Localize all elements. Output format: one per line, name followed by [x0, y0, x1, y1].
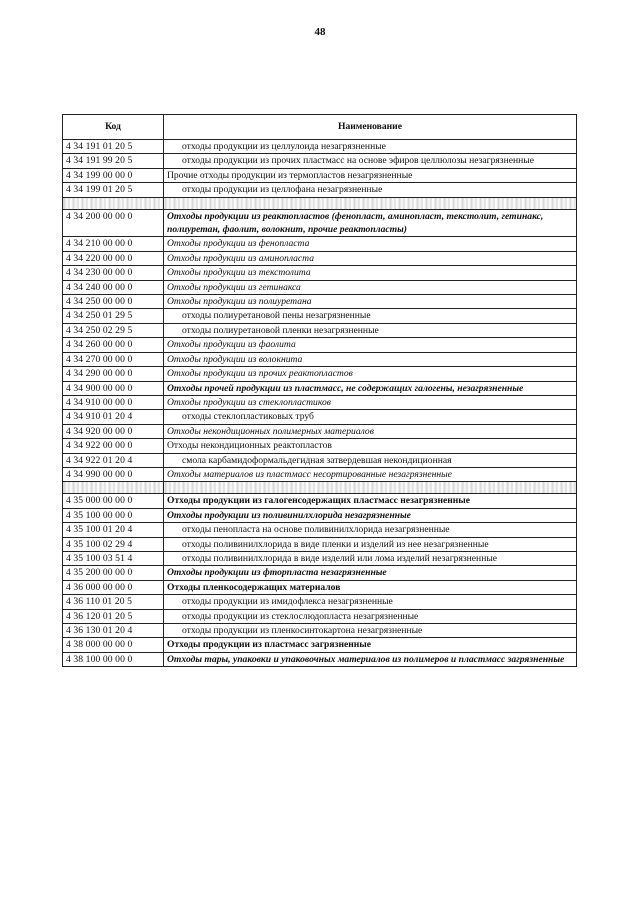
separator-row [63, 197, 577, 209]
table-row [63, 209, 577, 237]
table-row [63, 551, 577, 565]
table-row [63, 424, 577, 438]
name-cell: Отходы продукции из текстолита [164, 266, 577, 280]
table-row [63, 168, 577, 182]
code-cell: 4 34 199 01 20 5 [63, 183, 164, 197]
code-cell: 4 34 290 00 00 0 [63, 367, 164, 381]
table-row [63, 537, 577, 551]
code-cell: 4 36 120 01 20 5 [63, 609, 164, 623]
table-row [63, 266, 577, 280]
table-row [63, 439, 577, 453]
table-row [63, 453, 577, 467]
name-cell: Отходы некондиционных полимерных материалов [164, 424, 577, 438]
name-cell: отходы продукции из стеклослюдопласта незагрязненные [164, 609, 577, 623]
table-row [63, 638, 577, 652]
code-cell: 4 35 000 00 00 0 [63, 494, 164, 508]
table-row [63, 280, 577, 294]
header-name: Наименование [164, 115, 577, 140]
code-cell: 4 34 230 00 00 0 [63, 266, 164, 280]
code-cell: 4 34 270 00 00 0 [63, 352, 164, 366]
name-cell: отходы стеклопластиковых труб [164, 410, 577, 424]
table-row [63, 523, 577, 537]
code-cell: 4 34 260 00 00 0 [63, 338, 164, 352]
name-cell: отходы полиуретановой пены незагрязненные [164, 309, 577, 323]
code-cell: 4 35 100 02 29 4 [63, 537, 164, 551]
name-cell: отходы продукции из целлулоида незагрязненные [164, 140, 577, 154]
name-cell: отходы продукции из имидофлекса незагрязненные [164, 595, 577, 609]
code-cell: 4 34 191 01 20 5 [63, 140, 164, 154]
code-cell: 4 36 000 00 00 0 [63, 580, 164, 594]
code-cell: 4 34 250 01 29 5 [63, 309, 164, 323]
code-cell: 4 34 920 00 00 0 [63, 424, 164, 438]
table-row [63, 410, 577, 424]
name-cell: Отходы продукции из реактопластов (фенопласт, аминопласт, текстолит, гетинакс, полиуретан, фаолит, волокнит, прочие реактопласты) [164, 209, 577, 237]
name-cell [164, 197, 577, 209]
name-cell: Отходы продукции из аминопласта [164, 251, 577, 265]
name-cell: отходы продукции из прочих пластмасс на основе эфиров целлюлозы незагрязненные [164, 154, 577, 168]
table-body [63, 140, 577, 667]
code-cell: 4 34 240 00 00 0 [63, 280, 164, 294]
code-cell [63, 197, 164, 209]
name-cell: отходы полиуретановой пленки незагрязненные [164, 323, 577, 337]
table-row [63, 295, 577, 309]
name-cell: Отходы материалов из пластмасс несортированные незагрязненные [164, 467, 577, 481]
table-row [63, 338, 577, 352]
code-cell [63, 482, 164, 494]
name-cell: Отходы некондиционных реактопластов [164, 439, 577, 453]
name-cell: Отходы тары, упаковки и упаковочных материалов из полимеров и пластмасс загрязненные [164, 652, 577, 666]
name-cell: смола карбамидоформальдегидная затвердевшая некондиционная [164, 453, 577, 467]
code-cell: 4 34 990 00 00 0 [63, 467, 164, 481]
name-cell: Отходы продукции из волокнита [164, 352, 577, 366]
code-cell: 4 35 200 00 00 0 [63, 566, 164, 580]
name-cell: Отходы пленкосодержащих материалов [164, 580, 577, 594]
name-cell: отходы поливинилхлорида в виде изделий или лома изделий незагрязненные [164, 551, 577, 565]
code-cell: 4 35 100 03 51 4 [63, 551, 164, 565]
code-cell: 4 34 220 00 00 0 [63, 251, 164, 265]
table-row [63, 140, 577, 154]
code-cell: 4 35 100 01 20 4 [63, 523, 164, 537]
code-cell: 4 34 900 00 00 0 [63, 381, 164, 395]
table-row [63, 395, 577, 409]
code-cell: 4 36 110 01 20 5 [63, 595, 164, 609]
header-code: Код [63, 115, 164, 140]
table-row [63, 323, 577, 337]
table-row [63, 624, 577, 638]
name-cell [164, 482, 577, 494]
code-cell: 4 34 250 02 29 5 [63, 323, 164, 337]
table-row [63, 154, 577, 168]
code-cell: 4 38 000 00 00 0 [63, 638, 164, 652]
table-row [63, 467, 577, 481]
name-cell: Отходы продукции из прочих реактопластов [164, 367, 577, 381]
code-cell: 4 34 199 00 00 0 [63, 168, 164, 182]
table-row [63, 251, 577, 265]
table-row [63, 183, 577, 197]
code-cell: 4 34 922 01 20 4 [63, 453, 164, 467]
name-cell: Отходы продукции из галогенсодержащих пластмасс незагрязненные [164, 494, 577, 508]
name-cell: Отходы продукции из фенопласта [164, 237, 577, 251]
code-cell: 4 34 910 01 20 4 [63, 410, 164, 424]
table-row [63, 652, 577, 666]
waste-classification-table [62, 114, 577, 667]
table-row [63, 381, 577, 395]
code-cell: 4 36 130 01 20 4 [63, 624, 164, 638]
name-cell: Отходы продукции из пластмасс загрязненные [164, 638, 577, 652]
table-row [63, 508, 577, 522]
separator-row [63, 482, 577, 494]
code-cell: 4 34 191 99 20 5 [63, 154, 164, 168]
table-header-row [63, 115, 577, 140]
name-cell: Отходы продукции из полиуретана [164, 295, 577, 309]
code-cell: 4 38 100 00 00 0 [63, 652, 164, 666]
table-row [63, 352, 577, 366]
page-number: 48 [314, 26, 326, 38]
name-cell: отходы продукции из пленкосинтокартона незагрязненные [164, 624, 577, 638]
name-cell: отходы продукции из целлофана незагрязненные [164, 183, 577, 197]
code-cell: 4 35 100 00 00 0 [63, 508, 164, 522]
table-row [63, 237, 577, 251]
code-cell: 4 34 922 00 00 0 [63, 439, 164, 453]
name-cell: Отходы продукции из фторпласта незагрязненные [164, 566, 577, 580]
name-cell: Прочие отходы продукции из термопластов незагрязненные [164, 168, 577, 182]
table-row [63, 595, 577, 609]
table-row [63, 609, 577, 623]
name-cell: Отходы продукции из стеклопластиков [164, 395, 577, 409]
name-cell: отходы пенопласта на основе поливинилхлорида незагрязненные [164, 523, 577, 537]
table-row [63, 566, 577, 580]
name-cell: Отходы продукции из фаолита [164, 338, 577, 352]
table-row [63, 580, 577, 594]
table-row [63, 367, 577, 381]
name-cell: Отходы продукции из поливинилхлорида незагрязненные [164, 508, 577, 522]
table-row [63, 494, 577, 508]
name-cell: отходы поливинилхлорида в виде пленки и изделий из нее незагрязненные [164, 537, 577, 551]
name-cell: Отходы продукции из гетинакса [164, 280, 577, 294]
code-cell: 4 34 250 00 00 0 [63, 295, 164, 309]
table-row [63, 309, 577, 323]
name-cell: Отходы прочей продукции из пластмасс, не содержащих галогены, незагрязненные [164, 381, 577, 395]
code-cell: 4 34 200 00 00 0 [63, 209, 164, 237]
code-cell: 4 34 910 00 00 0 [63, 395, 164, 409]
code-cell: 4 34 210 00 00 0 [63, 237, 164, 251]
